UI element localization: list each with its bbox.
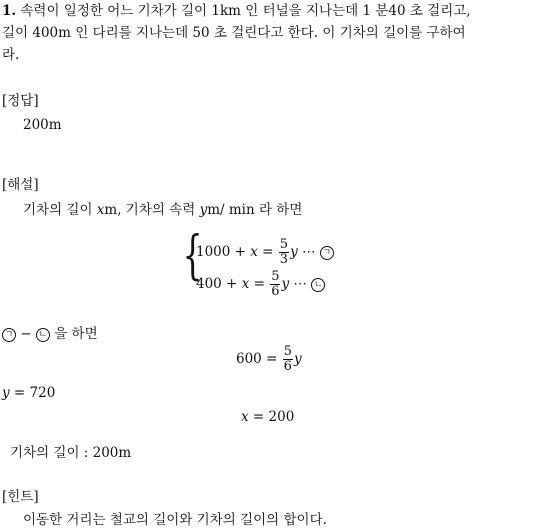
eq3-numerator: 5 (283, 344, 292, 359)
problem-line-2: 길이 400m 인 다리를 지나는데 50 초 걸린다고 한다. 이 기차의 길이를 구하여 (2, 25, 466, 41)
circled-mark-2-icon: ㄴ (311, 278, 325, 292)
x-result-value: = 200 (248, 409, 295, 425)
eq2-equals: = (249, 276, 270, 292)
system-brace: { (182, 226, 203, 286)
intro-text-c: m/ min 라 하면 (207, 202, 303, 218)
answer-header: [정답] (2, 93, 39, 109)
eq1-denominator: 3 (279, 252, 289, 267)
eq1-left: 1000 + (196, 244, 251, 260)
x-result-var: x (241, 409, 249, 425)
x-result (241, 409, 294, 425)
y-result-var: y (2, 385, 10, 401)
circled-mark-1-icon: ㄱ (2, 328, 16, 342)
equation-2 (196, 270, 325, 299)
subtract-text: 을 하면 (49, 326, 98, 342)
y-result-value: = 720 (9, 385, 56, 401)
eq2-left: 400 + (196, 276, 242, 292)
eq1-equals: = (257, 244, 278, 260)
eq2-dots: ⋯ (289, 276, 312, 292)
equation-1 (196, 238, 334, 267)
var-x: x (96, 202, 105, 218)
hint-header: [힌트] (2, 489, 39, 505)
solution-intro (23, 201, 302, 219)
eq2-denominator: 6 (271, 284, 280, 299)
problem-text-1: 속력이 일정한 어느 기차가 길이 1km 인 터널을 지나는데 1 분40 초 걸리고, (20, 3, 471, 19)
intro-text-b: m, 기차의 속력 (104, 202, 200, 218)
answer-value: 200m (23, 117, 62, 133)
conclusion: 기차의 길이 : 200m (10, 445, 132, 461)
equation-3 (236, 345, 302, 374)
eq3-fraction (283, 345, 293, 374)
circled-mark-1-icon: ㄱ (320, 246, 334, 260)
y-result (2, 385, 55, 401)
hint-text: 이동한 거리는 철교의 길이와 기차의 길이의 합이다. (23, 512, 327, 528)
eq2-numerator: 5 (271, 269, 280, 284)
eq2-fraction (270, 270, 280, 299)
var-y: y (199, 202, 208, 218)
subtract-line (2, 325, 98, 343)
eq3-denominator: 6 (283, 359, 292, 374)
problem-number: 1. (2, 3, 17, 19)
eq1-x: x (250, 244, 258, 260)
eq3-y: y (293, 351, 302, 367)
eq1-numerator: 5 (279, 237, 289, 252)
eq1-dots: ⋯ (297, 244, 320, 260)
minus-sign: − (16, 326, 36, 342)
solution-header: [해설] (2, 177, 39, 193)
eq1-y: y (290, 244, 298, 260)
eq2-x: x (241, 276, 250, 292)
problem-line-3: 라. (2, 47, 20, 63)
problem-line-1 (2, 2, 471, 20)
eq2-y: y (281, 276, 290, 292)
eq1-fraction (279, 238, 289, 267)
eq3-left: 600 = (236, 351, 282, 367)
intro-text-a: 기차의 길이 (23, 202, 97, 218)
circled-mark-2-icon: ㄴ (36, 328, 50, 342)
